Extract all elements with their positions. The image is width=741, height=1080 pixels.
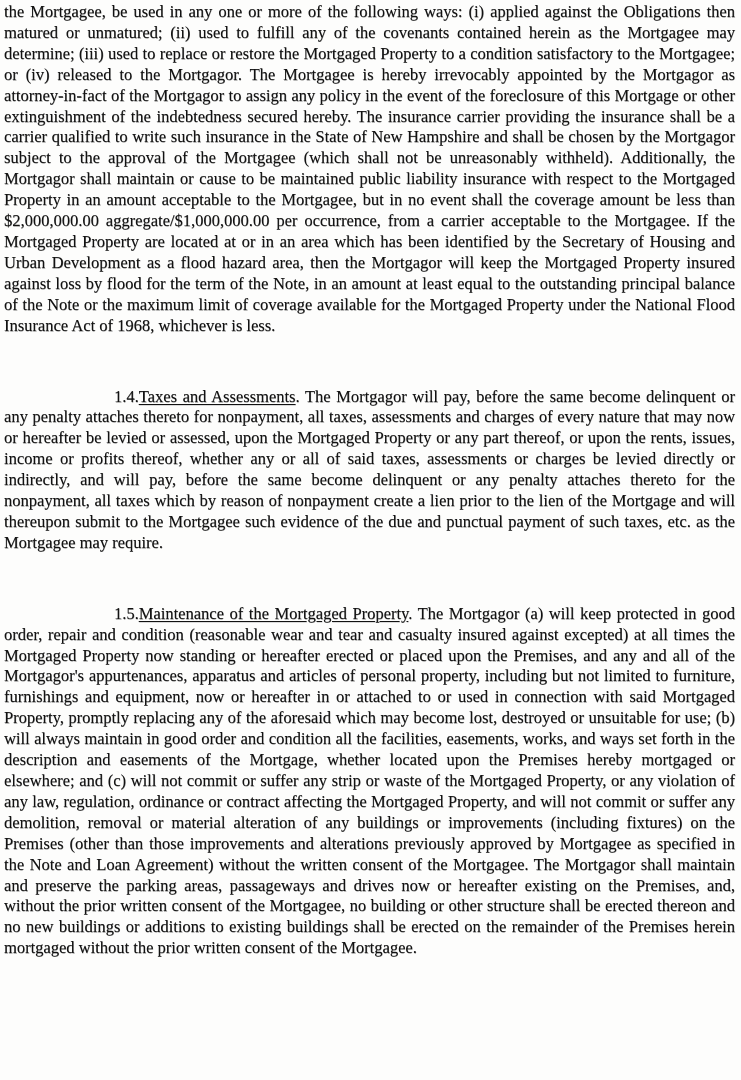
paragraph-insurance-continuation: the Mortgagee, be used in any one or more of the following ways: (i) applied against the Obligations then matured or unmatured; (ii) used to fulfill any of the covenants contained herein as the Mortgagee may determine; (iii) used to replace or restore the Mortgaged Property to a condition satisfactory to the Mortgagee; or (iv) released to the Mortgagor. The Mortgagee is hereby irrevocably appointed by the Mortgagor as attorney-in-fact of the Mortgagor to assign any policy in the event of the foreclosure of this Mortgage or other extinguishment of the indebtedness secured hereby. The insurance carrier providing the insurance shall be a carrier qualified to write such insurance in the State of New Hampshire and shall be chosen by the Mortgagor subject to the approval of the Mortgagee (which shall not be unreasonably withheld). Additionally, the Mortgagor shall maintain or cause to be maintained public liability insurance with respect to the Mortgaged Property in an amount acceptable to the Mortgagee, but in no event shall the coverage amount be less than $2,000,000.00 aggregate/$1,000,000.00 per occurrence, from a carrier acceptable to the Mortgagee. If the Mortgaged Property are located at or in an area which has been identified by the Secretary of Housing and Urban Development as a flood hazard area, then the Mortgagor will keep the Mortgaged Property insured against loss by flood for the term of the Note, in an amount at least equal to the outstanding principal balance of the Note or the maximum limit of coverage available for the Mortgaged Property under the National Flood Insurance Act of 1968, whichever is less. [4, 2, 735, 335]
section-1-4-body: . The Mortgagor will pay, before the same become delinquent or any penalty attaches thereto for nonpayment, all taxes, assessments and charges of every nature that may now or hereafter be levied or assessed, upon the Mortgaged Property or any part thereof, or upon the rents, issues, income or profits thereof, whether any or all of said taxes, assessments or charges be levied directly or indirectly, and will pay, before the same become delinquent or any penalty attaches thereto for the nonpayment, all taxes which by reason of nonpayment create a lien prior to the lien of the Mortgage and will thereupon submit to the Mortgagee such evidence of the due and punctual payment of such taxes, etc. as the Mortgagee may require. [4, 386, 735, 552]
section-1-5-number: 1.5. [114, 603, 139, 623]
section-1-5-paragraph [4, 604, 735, 959]
section-1-4-number: 1.4. [114, 386, 139, 406]
section-1-4-heading: Taxes and Assessments [138, 386, 296, 406]
section-1-4-paragraph [4, 387, 735, 554]
section-1-5-heading: Maintenance of the Mortgaged Property [138, 603, 409, 623]
section-1-5-body: . The Mortgagor (a) will keep protected in good order, repair and condition (reasonable wear and tear and casualty insured against excepted) at all times the Mortgaged Property now standing or hereafter erected or placed upon the Premises, and any and all of the Mortgagor's appurtenances, apparatus and articles of personal property, including but not limited to furniture, furnishings and equipment, now or hereafter in or attached to or used in connection with said Mortgaged Property, promptly replacing any of the aforesaid which may become lost, destroyed or unsuitable for use; (b) will always maintain in good order and condition all the facilities, easements, works, and ways set forth in the description and easements of the Mortgage, whether located upon the Premises hereby mortgaged or elsewhere; and (c) will not commit or suffer any strip or waste of the Mortgaged Property, or any violation of any law, regulation, ordinance or contract affecting the Mortgaged Property, and will not commit or suffer any demolition, removal or material alteration of any buildings or improvements (including fixtures) on the Premises (other than those improvements and alterations previously approved by Mortgagee as specified in the Note and Loan Agreement) without the written consent of the Mortgagee. The Mortgagor shall maintain and preserve the parking areas, passageways and drives now or hereafter existing on the Premises, and, without the prior written consent of the Mortgagee, no building or other structure shall be erected thereon and no new buildings or additions to existing buildings shall be erected on the remainder of the Premises herein mortgaged without the prior written consent of the Mortgagee. [4, 603, 735, 958]
